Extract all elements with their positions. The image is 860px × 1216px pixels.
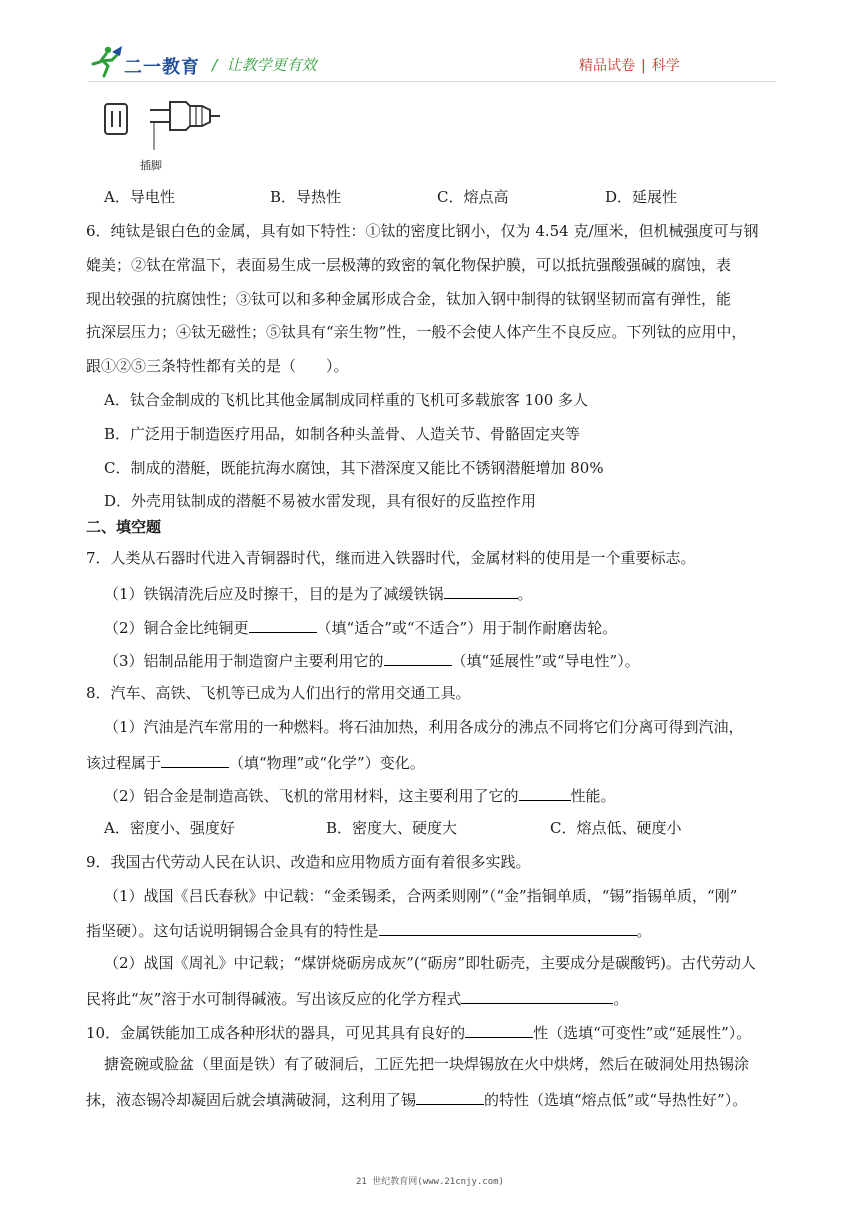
q5-option-d: D．延展性 — [605, 188, 678, 206]
q9-part-1-line-2 — [86, 918, 652, 942]
logo-text: 二一教育 — [124, 57, 200, 78]
q8-part-1-line-1: （1）汽油是汽车常用的一种燃料。将石油加热，利用各成分的沸点不同将它们分离可得到汽油， — [104, 718, 744, 736]
q7-part-1-end: 。 — [517, 585, 533, 603]
q10-line-1 — [86, 1020, 751, 1044]
q7-stem: 7．人类从石器时代进入青铜器时代，继而进入铁器时代，金属材料的使用是一个重要标志。 — [86, 549, 696, 567]
q10-line-3 — [86, 1087, 747, 1111]
section-heading-fill-blank: 二、填空题 — [86, 518, 162, 536]
q10-line-3-end: 的特性（选填“熔点低”或“导热性好”）。 — [484, 1091, 748, 1109]
q7-part-3 — [104, 648, 640, 672]
q6-option-a: A．钛合金制成的飞机比其他金属制成同样重的飞机可多载旅客 100 多人 — [104, 391, 589, 409]
q10-line-2: 搪瓷碗或脸盆（里面是铁）有了破洞后，工匠先把一块焊锡放在火中烘烤，然后在破洞处用热锡涂 — [104, 1055, 750, 1073]
page-footer: 21 世纪教育网(www.21cnjy.com) — [356, 1177, 504, 1187]
tag-separator: | — [641, 58, 646, 74]
figure-label: 插脚 — [140, 159, 162, 172]
tag-quality: 精品试卷 — [579, 58, 635, 74]
q7-part-2 — [104, 615, 617, 639]
q8-part-1-line-2 — [86, 750, 425, 774]
q8-part-2-end: 性能。 — [570, 787, 616, 805]
page-header — [0, 0, 860, 90]
answer-blank[interactable] — [465, 1020, 533, 1038]
answer-blank[interactable] — [161, 750, 229, 768]
plug-icon — [102, 96, 222, 156]
plug-figure — [102, 96, 222, 176]
answer-blank[interactable] — [416, 1087, 484, 1105]
q8-option-c: C．熔点低、硬度小 — [550, 819, 682, 837]
q7-part-2-text: （2）铜合金比纯铜更 — [104, 619, 249, 637]
answer-blank[interactable] — [379, 918, 637, 936]
q9-part-1-line-1: （1）战国《吕氏春秋》中记载：“金柔锡柔，合两柔则刚”（“金”指铜单质，“锡”指锡单质，“刚” — [104, 887, 738, 905]
q9-part-2-text: 民将此“灰”溶于水可制得碱液。写出该反应的化学方程式 — [86, 990, 462, 1008]
answer-blank[interactable] — [461, 986, 613, 1004]
q6-line-2: 媲美；②钛在常温下，表面易生成一层极薄的致密的氧化物保护膜，可以抵抗强酸强碱的腐蚀，表 — [86, 256, 732, 274]
q6-line-4: 抗深层压力；④钛无磁性；⑤钛具有“亲生物”性，一般不会使人体产生不良反应。下列钛的应用中， — [86, 323, 747, 341]
q8-stem: 8．汽车、高铁、飞机等已成为人们出行的常用交通工具。 — [86, 684, 471, 702]
q5-option-b: B．导热性 — [270, 188, 342, 206]
q9-part-2-line-2 — [86, 986, 628, 1010]
answer-blank[interactable] — [384, 648, 452, 666]
q5-option-a: A．导电性 — [104, 188, 175, 206]
q8-option-a: A．密度小、强度好 — [104, 819, 235, 837]
q6-line-5: 跟①②⑤三条特性都有关的是（ ）。 — [86, 357, 349, 375]
q10-line-1-text: 10．金属铁能加工成各种形状的器具，可见其具有良好的 — [86, 1024, 466, 1042]
q8-part-1-end: （填“物理”或“化学”）变化。 — [229, 754, 425, 772]
q8-part-2-text: （2）铝合金是制造高铁、飞机的常用材料，这主要利用了它的 — [104, 787, 519, 805]
answer-blank[interactable] — [519, 783, 571, 801]
header-tags — [579, 55, 680, 75]
runner-logo-icon — [88, 44, 124, 78]
q7-part-3-text: （3）铝制品能用于制造窗户主要利用它的 — [104, 652, 384, 670]
q6-option-c: C．制成的潜艇，既能抗海水腐蚀，其下潜深度又能比不锈钢潜艇增加 80% — [104, 459, 604, 477]
tag-subject: 科学 — [651, 58, 680, 74]
q7-part-2-end: （填“适合”或“不适合”）用于制作耐磨齿轮。 — [316, 619, 618, 637]
logo — [88, 44, 206, 80]
slogan: / 让教学更有效 — [212, 56, 317, 74]
q8-option-b: B．密度大、硬度大 — [326, 819, 458, 837]
q6-line-1: 6．纯钛是银白色的金属，具有如下特性：①钛的密度比钢小，仅为 4.54 克/厘米，但机械强度可与钢 — [86, 222, 759, 240]
q6-line-3: 现出较强的抗腐蚀性；③钛可以和多种金属形成合金，钛加入钢中制得的钛钢坚韧而富有弹性，能 — [86, 290, 732, 308]
q10-line-1-end: 性（选填“可变性”或“延展性”）。 — [533, 1024, 752, 1042]
q5-option-c: C．熔点高 — [437, 188, 509, 206]
q6-option-d: D．外壳用钛制成的潜艇不易被水雷发现，具有很好的反监控作用 — [104, 492, 537, 510]
q7-part-3-end: （填“延展性”或“导电性”）。 — [451, 652, 640, 670]
q8-part-2 — [104, 783, 616, 807]
q9-stem: 9．我国古代劳动人民在认识、改造和应用物质方面有着很多实践。 — [86, 853, 531, 871]
q9-part-1-text: 指坚硬）。这句话说明铜锡合金具有的特性是 — [86, 922, 379, 940]
q7-part-1-text: （1）铁锅清洗后应及时擦干，目的是为了减缓铁锅 — [104, 585, 444, 603]
q9-part-2-end: 。 — [613, 990, 629, 1008]
slogan-text: 让教学更有效 — [226, 56, 317, 74]
q9-part-1-end: 。 — [636, 922, 652, 940]
answer-blank[interactable] — [249, 615, 317, 633]
answer-blank[interactable] — [444, 581, 518, 599]
q7-part-1 — [104, 581, 533, 605]
header-divider — [88, 81, 776, 82]
q6-option-b: B．广泛用于制造医疗用品，如制各种头盖骨、人造关节、骨骼固定夹等 — [104, 425, 581, 443]
q10-line-3-text: 抹，液态锡冷却凝固后就会填满破洞，这利用了锡 — [86, 1091, 417, 1109]
q9-part-2-line-1: （2）战国《周礼》中记载；“煤饼烧砺房成灰”(“砺房”即牡砺壳，主要成分是碳酸钙)。古代劳动人 — [104, 954, 756, 972]
q8-part-1-text: 该过程属于 — [86, 754, 162, 772]
